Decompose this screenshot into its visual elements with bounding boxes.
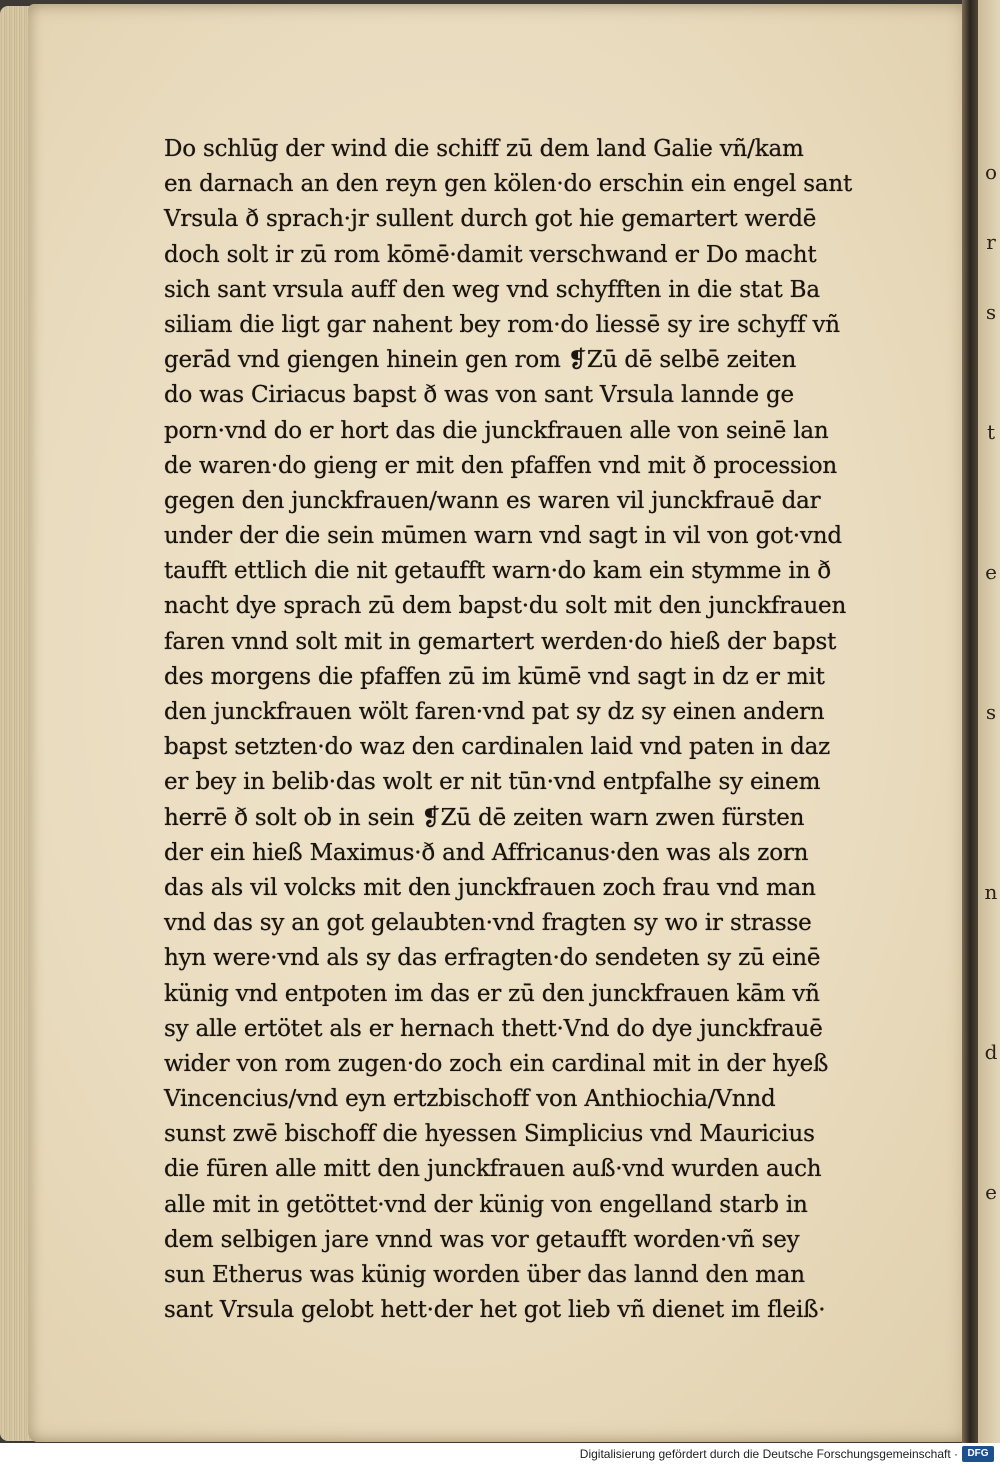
text-line: wider von rom zugen·do zoch ein cardinal mit in der hyeß [164,1050,829,1077]
text-line: Vrsula ð sprach·jr sullent durch got hie gemartert werdē [164,206,817,233]
text-line: der ein hieß Maximus·ð and Affricanus·den was als zorn [164,839,809,866]
text-line: herrē ð solt ob in sein ❡Zū dē zeiten warn zwen fürsten [164,804,805,831]
text-line: die fūren alle mitt den junckfrauen auß·vnd wurden auch [164,1156,822,1183]
text-line: vnd das sy an got gelaubten·vnd fragten sy wo ir strasse [164,910,812,937]
facing-page-glyph: e [985,1180,997,1204]
funding-credit: Digitalisierung gefördert durch die Deutsche Forschungsgemeinschaft · [579,1447,958,1461]
text-line: de waren·do gieng er mit den pfaffen vnd mit ð procession [164,452,837,479]
text-line: do was Ciriacus bapst ð was von sant Vrsula lannde ge [164,382,794,409]
text-line: siliam die ligt gar nahent bey rom·do liessē sy ire schyff vñ [164,311,840,338]
text-line: nacht dye sprach zū dem bapst·du solt mit den junckfrauen [164,593,847,620]
text-line: under der die sein mūmen warn vnd sagt in vil von got·vnd [164,523,842,550]
footer-bar [0,1443,1000,1467]
facing-page-glyph: o [984,160,998,184]
facing-page-edge [978,0,1000,1443]
text-line: dem selbigen jare vnnd was vor getaufft worden·vñ sey [164,1226,800,1253]
text-line: sun Etherus was künig worden über das lannd den man [164,1262,805,1288]
text-line: er bey in belib·das wolt er nit tūn·vnd entpfalhe sy einem [164,769,821,796]
text-line: porn·vnd do er hort das die junckfrauen alle von seinē lan [164,417,829,444]
text-line: doch solt ir zū rom kōmē·damit verschwand er Do macht [164,241,817,268]
book-page [28,4,976,1442]
text-line: Do schlūg der wind die schiff zū dem land Galie vñ/kam [164,136,804,162]
dfg-logo: DFG [962,1446,994,1462]
facing-page-glyph: t [986,420,996,444]
text-line: das als vil volcks mit den junckfrauen zoch frau vnd man [164,874,816,901]
text-line: alle mit in getöttet·vnd der künig von engelland starb in [164,1191,808,1218]
text-line: gerād vnd giengen hinein gen rom ❡Zū dē selbē zeiten [164,347,797,374]
text-line: taufft ettlich die nit getaufft warn·do kam ein stymme in ð [164,558,831,585]
text-line: hyn were·vnd als sy das erfragten·do sendeten sy zū einē [164,945,821,972]
text-line: sich sant vrsula auff den weg vnd schyfften in die stat Ba [164,276,820,303]
text-line: sy alle ertötet als er hernach thett·Vnd do dye junckfrauē [164,1015,823,1042]
text-line: faren vnnd solt mit in gemartert werden·do hieß der bapst [164,628,837,655]
text-line: den junckfrauen wölt faren·vnd pat sy dz sy einen andern [164,699,825,725]
facing-page-glyph: n [984,880,998,904]
text-block [164,132,904,1328]
text-line: en darnach an den reyn gen kölen·do erschin ein engel sant [164,171,853,198]
text-line: des morgens die pfaffen zū im kūmē vnd sagt in dz er mit [164,663,825,690]
text-line: künig vnd entpoten im das er zū den junckfrauen kām vñ [164,980,820,1007]
facing-page-glyph: r [986,230,996,254]
text-line: bapst setzten·do waz den cardinalen laid vnd paten in daz [164,734,831,761]
facing-page-glyph: e [985,560,997,584]
facing-page-glyph: s [985,700,997,724]
text-line: sunst zwē bischoff die hyessen Simplicius vnd Mauricius [164,1121,815,1148]
text-line: gegen den junckfrauen/wann es waren vil junckfrauē dar [164,487,821,514]
text-line: sant Vrsula gelobt hett·der het got lieb vñ dienet im fleiß· [164,1297,826,1324]
facing-page-glyph: d [984,1040,998,1064]
facing-page-glyph: s [985,300,997,324]
text-line: Vincencius/vnd eyn ertzbischoff von Anthiochia/Vnnd [164,1086,776,1113]
